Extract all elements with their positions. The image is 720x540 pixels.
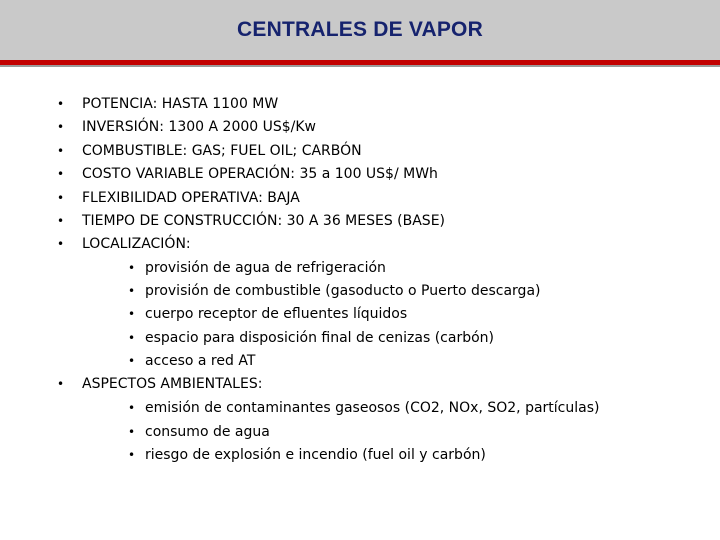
list-item-inversion: INVERSIÓN: 1300 A 2000 US$/Kw [82,119,317,135]
bullet-icon: • [57,167,65,181]
list-item-combustible: COMBUSTIBLE: GAS; FUEL OIL; CARBÓN [82,143,362,159]
sub-bullet-icon: • [128,425,136,439]
slide-title: CENTRALES DE VAPOR [237,18,483,41]
list-item-tiempo-construccion: TIEMPO DE CONSTRUCCIÓN: 30 A 36 MESES (BASE) [82,213,446,229]
sub-item-riesgo-explosion: riesgo de explosión e incendio (fuel oil y carbón) [145,447,486,463]
sub-item-agua-refrigeracion: provisión de agua de refrigeración [145,260,386,276]
sub-bullet-icon: • [128,354,136,368]
sub-item-red-at: acceso a red AT [145,353,256,369]
sub-bullet-icon: • [128,331,136,345]
list-item-flexibilidad: FLEXIBILIDAD OPERATIVA: BAJA [82,190,300,206]
title-bar [0,0,720,60]
gray-divider [0,65,720,67]
bullet-icon: • [57,191,65,205]
bullet-icon: • [57,144,65,158]
list-item-potencia: POTENCIA: HASTA 1100 MW [82,96,279,112]
sub-bullet-icon: • [128,401,136,415]
sub-item-emision: emisión de contaminantes gaseosos (CO2, NOx, SO2, partículas) [145,400,600,416]
list-item-localizacion: LOCALIZACIÓN: [82,236,191,252]
sub-bullet-icon: • [128,261,136,275]
sub-bullet-icon: • [128,448,136,462]
bullet-icon: • [57,120,65,134]
sub-item-provision-combustible: provisión de combustible (gasoducto o Puerto descarga) [145,283,541,299]
sub-bullet-icon: • [128,284,136,298]
bullet-icon: • [57,214,65,228]
list-item-aspectos-ambientales: ASPECTOS AMBIENTALES: [82,376,263,392]
bullet-icon: • [57,237,65,251]
sub-item-consumo-agua: consumo de agua [145,424,270,440]
sub-bullet-icon: • [128,307,136,321]
sub-item-efluentes: cuerpo receptor de efluentes líquidos [145,306,408,322]
sub-item-cenizas: espacio para disposición final de cenizas (carbón) [145,330,494,346]
bullet-icon: • [57,97,65,111]
bullet-icon: • [57,377,65,391]
list-item-costo-variable: COSTO VARIABLE OPERACIÓN: 35 a 100 US$/ MWh [82,166,438,182]
